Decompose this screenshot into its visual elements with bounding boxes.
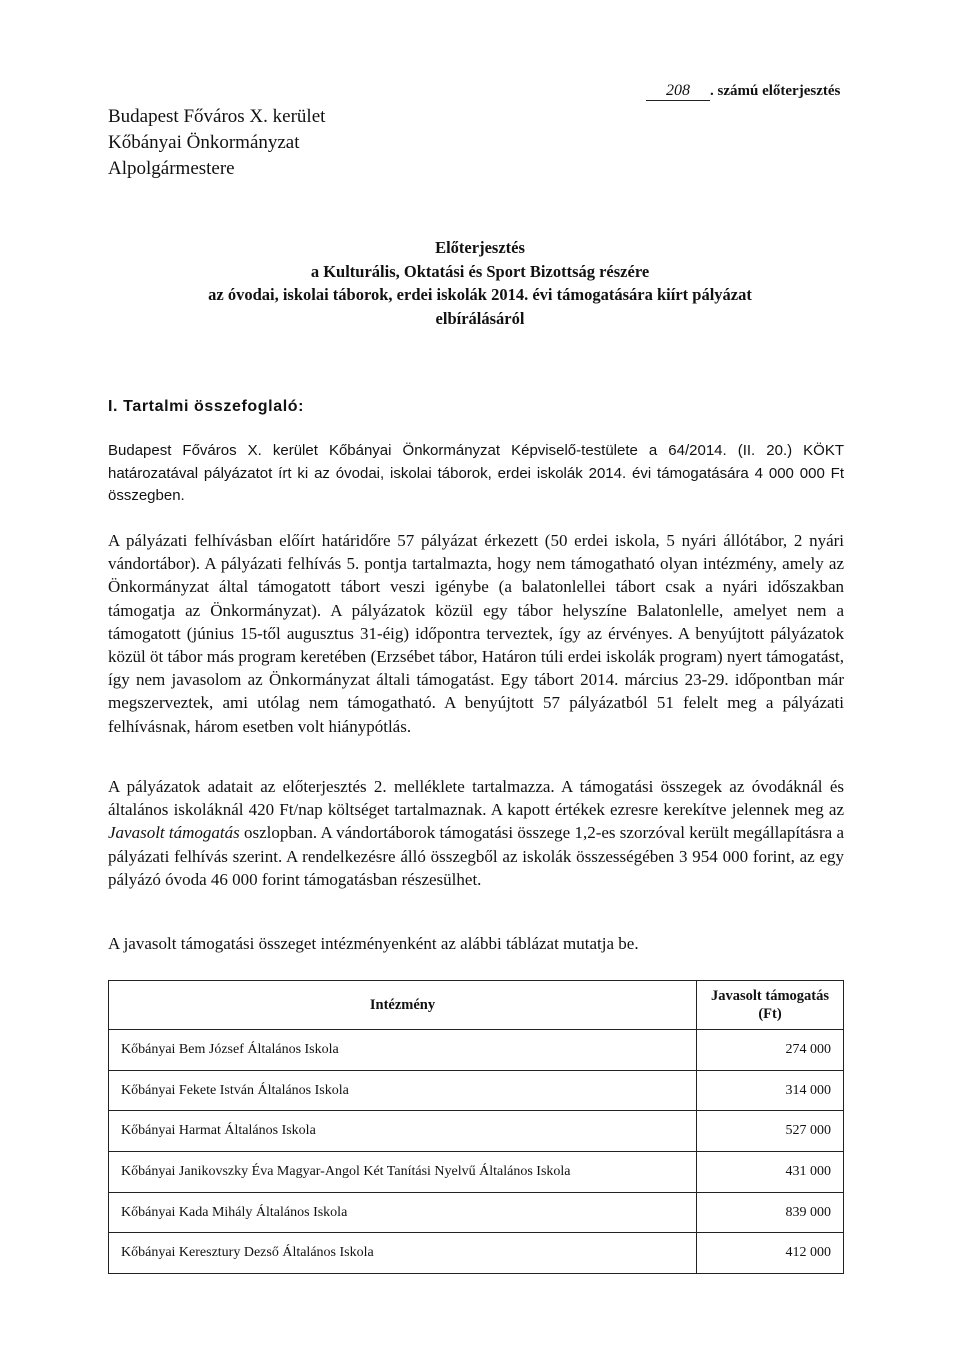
institution-name: Kőbányai Bem József Általános Iskola [109,1030,697,1071]
author-block [108,104,325,182]
section-heading: I. Tartalmi összefoglaló: [108,398,305,415]
table-row [109,1111,844,1152]
support-amount: 431 000 [697,1152,844,1193]
institution-name: Kőbányai Keresztury Dezső Általános Iskola [109,1233,697,1274]
title-line: a Kulturális, Oktatási és Sport Bizottság részére [310,261,650,281]
paragraph-summary: Budapest Főváros X. kerület Kőbányai Önkormányzat Képviselő-testülete a 64/2014. (II. 20.) KÖKT határozatával pályázatot írt ki az óvodai, iskolai táborok, erdei iskolák 2014. évi támogatására 4 000 000 Ft összegben. [108,442,844,504]
table-row [109,1192,844,1233]
paragraph-italic-text: Javasolt támogatás [108,823,240,843]
paragraph-table-intro: A javasolt támogatási összeget intézményenként az alábbi táblázat mutatja be. [108,934,639,953]
paragraph-amounts [108,775,844,891]
support-amount: 314 000 [697,1070,844,1111]
column-header-amount-line: Javasolt támogatás [710,988,829,1004]
institution-name: Kőbányai Harmat Általános Iskola [109,1111,697,1152]
table-row [109,1233,844,1274]
column-header-amount-unit: (Ft) [758,1006,782,1022]
paragraph-applications: A pályázati felhívásban előírt határidőre 57 pályázat érkezett (50 erdei iskola, 5 nyári állótábor, 2 nyári vándortábor). A pályázati felhívás 5. pontja tartalmazta, hogy nem támogatható olyan intézmény, amely az Önkormányzat által támogatott tábort veszi igénybe (a balatonlellei tábort csak a nyári időszakban támogatja az Önkormányzat). A pályázatok közül egy tábor helyszíne Balatonlelle, amelyet nem a támogatott (június 15-től augusztus 31-éig) időpontra terveztek, így az érvényes. A benyújtott pályázatok közül öt tábor más program keretében (Erzsébet tábor, Határon túli erdei iskolák program) nyert támogatást, így nem javasolom az Önkormányzat általi támogatást. Egy tábort 2014. március 23-29. időpontban már megszerveztek, ami utólag nem támogatható. A benyújtott 57 pályázatból 51 felelt meg a pályázati felhívásnak, három esetben volt hiánypótlás. [108,531,844,736]
institution-name: Kőbányai Janikovszky Éva Magyar-Angol Két Tanítási Nyelvű Általános Iskola [109,1152,697,1193]
document-title [0,236,960,330]
support-amount: 412 000 [697,1233,844,1274]
handwritten-number: 208 [646,82,710,101]
table-row [109,1152,844,1193]
proposal-number [646,82,840,101]
support-amount: 527 000 [697,1111,844,1152]
title-line: elbírálásáról [435,308,525,328]
table-row [109,1070,844,1111]
support-amount: 274 000 [697,1030,844,1071]
column-header-amount [697,981,844,1030]
author-line: Kőbányai Önkormányzat [108,132,300,153]
table-header-row [109,981,844,1030]
author-line: Budapest Főváros X. kerület [108,106,326,127]
proposal-number-label: . számú előterjesztés [710,83,841,99]
paragraph-text: oszlopban. A vándortáborok támogatási összege 1,2-es szorzóval került megállapításra a pályázati felhívás szerint. A rendelkezésre álló összegből az iskolák összességében 3 954 000 forint, az egy pályázó óvoda 46 000 forint támogatásban részesülhet. [108,823,845,889]
institution-name: Kőbányai Fekete István Általános Iskola [109,1070,697,1111]
title-line: Előterjesztés [435,238,525,257]
paragraph-text: A pályázatok adatait az előterjesztés 2. melléklete tartalmazza. A támogatási összegek az óvodáknál és általános iskoláknál 420 Ft/nap költséget tartalmaznak. A kapott értékek ezresre kerekítve jelennek meg az [108,777,844,820]
support-amount: 839 000 [697,1192,844,1233]
column-header-institution: Intézmény [109,981,697,1030]
author-line: Alpolgármestere [108,158,235,179]
table-row [109,1030,844,1071]
institution-name: Kőbányai Kada Mihály Általános Iskola [109,1192,697,1233]
title-line: az óvodai, iskolai táborok, erdei iskolák 2014. évi támogatására kiírt pályázat [208,285,752,304]
allocation-table [108,980,844,1274]
